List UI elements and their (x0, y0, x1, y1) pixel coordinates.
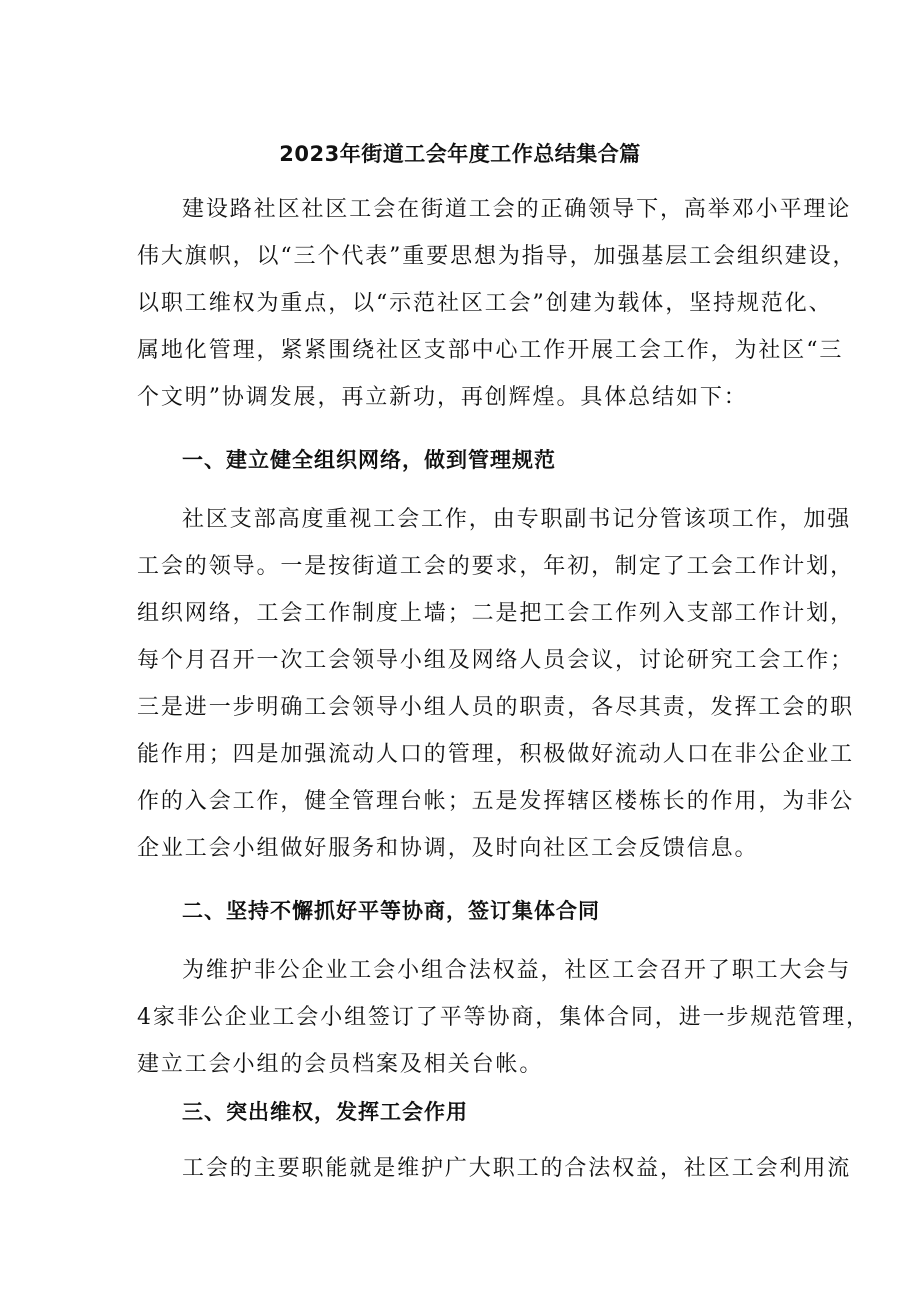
paragraph-line: 每个月召开一次工会领导小组及网络人员会议，讨论研究工会工作； (137, 648, 855, 673)
section-heading-1: 一、建立健全组织网络，做到管理规范 (182, 448, 556, 472)
paragraph-line: 工会的主要职能就是维护广大职工的合法权益，社区工会利用流 (182, 1156, 852, 1181)
section-heading-2: 二、坚持不懈抓好平等协商，签订集体合同 (182, 899, 600, 923)
document-title: 2023年街道工会年度工作总结集合篇 (279, 142, 641, 166)
paragraph-line: 能作用；四是加强流动人口的管理，积极做好流动人口在非公企业工 (137, 742, 855, 767)
paragraph-line: 以职工维权为重点，以“示范社区工会”创建为载体，坚持规范化、 (137, 291, 833, 316)
paragraph-line: 个文明”协调发展，再立新功，再创辉煌。具体总结如下： (137, 385, 748, 410)
paragraph-line: 建立工会小组的会员档案及相关台帐。 (137, 1052, 544, 1077)
section-heading-3: 三、突出维权，发挥工会作用 (182, 1100, 468, 1124)
paragraph-line: 三是进一步明确工会领导小组人员的职责，各尽其责，发挥工会的职 (137, 695, 855, 720)
paragraph-line: 4家非公企业工会小组签订了平等协商，集体合同，进一步规范管理， (137, 1005, 870, 1030)
paragraph-line: 组织网络，工会工作制度上墙；二是把工会工作列入支部工作计划， (137, 601, 855, 626)
paragraph-line: 企业工会小组做好服务和协调，及时向社区工会反馈信息。 (137, 836, 759, 861)
paragraph-line: 工会的领导。一是按街道工会的要求，年初，制定了工会工作计划， (137, 554, 855, 579)
paragraph-line: 社区支部高度重视工会工作，由专职副书记分管该项工作，加强 (182, 507, 852, 532)
paragraph-line: 伟大旗帜，以“三个代表”重要思想为指导，加强基层工会组织建设， (137, 244, 857, 269)
paragraph-line: 作的入会工作，健全管理台帐；五是发挥辖区楼栋长的作用，为非公 (137, 789, 855, 814)
paragraph-line: 建设路社区社区工会在街道工会的正确领导下，高举邓小平理论 (182, 197, 852, 222)
paragraph-line: 属地化管理，紧紧围绕社区支部中心工作开展工会工作，为社区“三 (137, 338, 844, 363)
paragraph-line: 为维护非公企业工会小组合法权益，社区工会召开了职工大会与 (182, 958, 852, 983)
